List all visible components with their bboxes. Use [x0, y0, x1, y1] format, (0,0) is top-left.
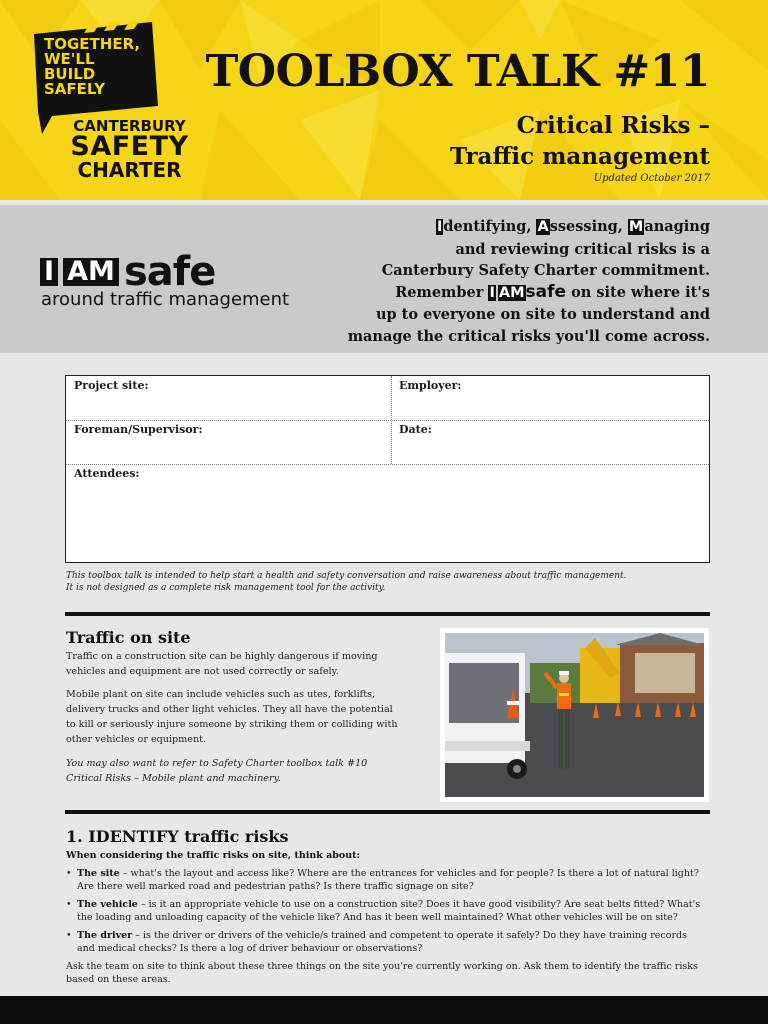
page-title: TOOLBOX TALK #11: [205, 46, 710, 97]
logo-line: WE'LL: [44, 50, 95, 68]
traffic-paragraph-2: Mobile plant on site can include vehicles such as utes, forklifts, delivery trucks and other light vehicles. They all have the potential to kill or seriously injure someone by striking them or colliding with other vehicles or equipment.: [66, 689, 398, 745]
field-label: Attendees:: [74, 467, 140, 480]
charter-line: SAFETY: [70, 131, 189, 162]
charter-line: CANTERBURY: [73, 117, 186, 135]
identify-closing: Ask the team on site to think about these three things on the site you're currently working on. Ask them to identify the traffic risks based on these areas.: [66, 961, 698, 985]
text-run: Remember: [395, 283, 489, 301]
inline-i: I: [489, 284, 495, 301]
updated-date: Updated October 2017: [593, 173, 710, 184]
inline-safe: safe: [525, 281, 567, 302]
commitment-text: [330, 216, 710, 347]
bullet-text: – is it an appropriate vehicle to use on a construction site? Does it have good visibility? Are seat belts fitted? What's the loading and unloading capacity of the vehicle like? And has it been well maintained? What other vehicles will be on site?: [77, 899, 701, 923]
bullet-vehicle: [66, 899, 706, 924]
letter-m: M: [628, 219, 644, 235]
text-run: on site where it's: [566, 283, 710, 301]
bullet-site: [66, 868, 706, 893]
footer-bar: [0, 996, 768, 1024]
section-divider: [65, 810, 710, 814]
letter-a: A: [537, 219, 549, 235]
foreman-field[interactable]: [66, 420, 391, 464]
text-run: dentifying,: [443, 218, 537, 235]
text-line: manage the critical risks you'll come across.: [347, 327, 710, 345]
badge-subtitle: around traffic management: [41, 289, 290, 310]
traffic-on-site-heading: Traffic on site: [66, 628, 191, 647]
text-run: anaging: [644, 218, 710, 235]
logo-line: TOGETHER,: [44, 35, 141, 53]
bullet-term: The site: [77, 868, 120, 879]
header-banner: [0, 0, 768, 200]
page-subtitle: [450, 110, 710, 172]
employer-field[interactable]: [391, 376, 709, 420]
bullet-driver: [66, 930, 706, 955]
text-line: Canterbury Safety Charter commitment.: [381, 262, 710, 279]
charter-wordmark: [62, 118, 197, 180]
field-label: Employer:: [399, 379, 462, 392]
subtitle-line: Critical Risks –: [516, 112, 710, 139]
badge-am: AM: [63, 258, 119, 286]
disclaimer-line: This toolbox talk is intended to help start a health and safety conversation and raise awareness about traffic management.: [66, 571, 627, 581]
traffic-management-photo: [440, 628, 709, 802]
traffic-paragraph-1: Traffic on a construction site can be highly dangerous if moving vehicles and equipment are not used correctly or safely.: [66, 651, 378, 677]
text-line: up to everyone on site to understand and: [375, 306, 710, 323]
field-label: Project site:: [74, 379, 149, 392]
field-label: Foreman/Supervisor:: [74, 423, 203, 436]
bullet-term: The driver: [77, 930, 133, 941]
traffic-paragraph-3: You may also want to refer to Safety Charter toolbox talk #10 Critical Risks – Mobile plant and machinery.: [66, 758, 368, 784]
disclaimer: [66, 571, 706, 594]
identify-intro: When considering the traffic risks on site, think about:: [66, 850, 361, 861]
badge-i: I: [40, 258, 58, 286]
bullet-term: The vehicle: [77, 899, 138, 910]
iamsafe-badge: [40, 249, 216, 295]
badge-safe: safe: [124, 249, 216, 295]
logo-line: SAFELY: [44, 80, 105, 98]
logo-line: BUILD: [44, 65, 96, 83]
text-line: and reviewing critical risks is a: [455, 240, 710, 258]
worker-directing-traffic-image: [445, 633, 704, 797]
bullet-text: – what's the layout and access like? Where are the entrances for vehicles and for people? Is there a lot of natural light? Are there well marked road and pedestrian paths? Is there traffic signage on site?: [77, 868, 699, 892]
field-label: Date:: [399, 423, 432, 436]
charter-line: CHARTER: [77, 158, 182, 182]
inline-am: AM: [498, 284, 525, 301]
letter-i: I: [437, 219, 443, 235]
date-field[interactable]: [391, 420, 709, 464]
text-run: ssessing,: [549, 218, 628, 235]
bullet-text: – is the driver or drivers of the vehicle/s trained and competent to operate it safely? Do they have training records and medical checks? Is there a log of driver behaviour or observations?: [77, 930, 687, 954]
project-site-field[interactable]: [66, 376, 391, 420]
identify-heading: 1. IDENTIFY traffic risks: [66, 827, 289, 846]
section-divider: [65, 612, 710, 616]
attendance-form: [65, 375, 710, 563]
attendees-field[interactable]: [66, 464, 709, 562]
logo-slogan: [44, 37, 154, 97]
identify-bullet-list: [66, 868, 706, 961]
disclaimer-line: It is not designed as a complete risk management tool for the activity.: [66, 582, 386, 593]
subtitle-line: Traffic management: [450, 143, 710, 170]
